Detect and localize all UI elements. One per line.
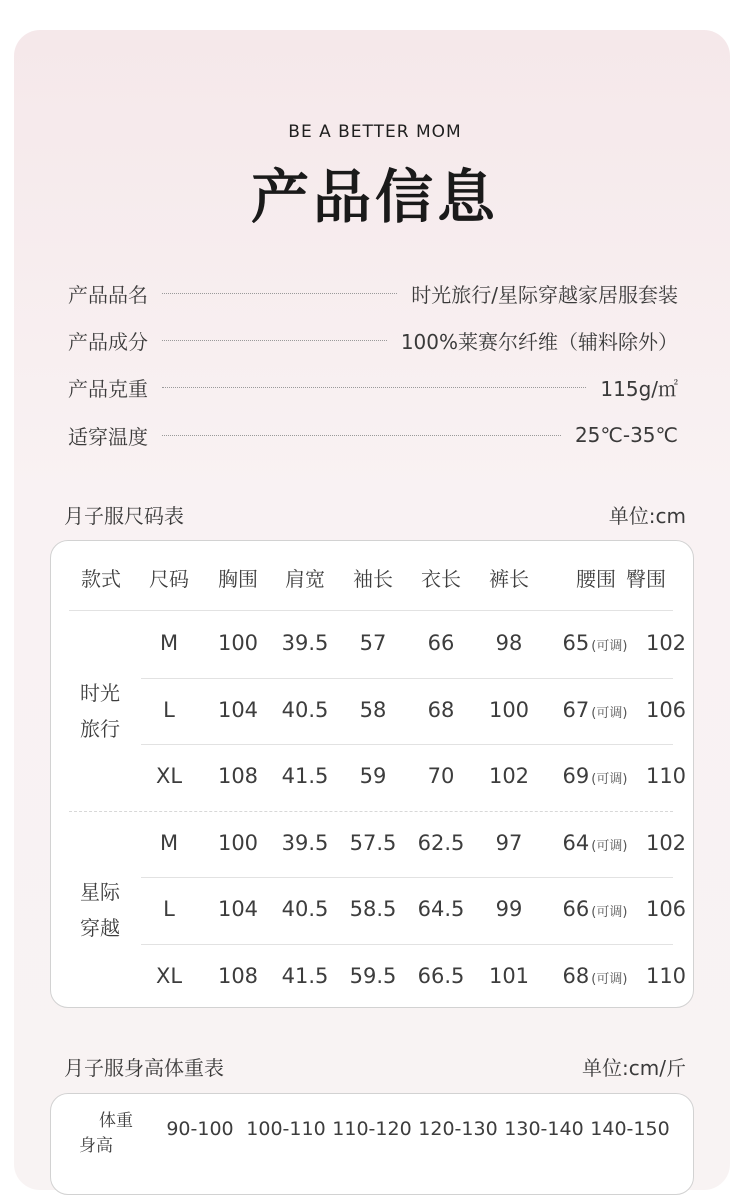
size-cell: 40.5 — [281, 897, 329, 922]
header-divider — [69, 610, 673, 611]
size-cell: 100 — [488, 697, 530, 722]
waist-cell — [541, 897, 651, 921]
size-cell: M — [159, 631, 179, 656]
height-weight-table — [50, 1093, 694, 1195]
adjustable-note: (可调) — [591, 705, 628, 721]
table-header-cell: 衣长 — [421, 567, 461, 591]
style-name-line: 穿越 — [80, 916, 120, 941]
waist-value: 67 — [562, 697, 590, 722]
size-table — [50, 540, 694, 1008]
size-cell: XL — [155, 963, 183, 988]
waist-value: 66 — [562, 897, 590, 922]
info-label: 产品成分 — [68, 329, 148, 354]
size-cell: 70 — [427, 764, 455, 789]
table-header-cell: 款式 — [81, 567, 121, 591]
brand-slogan: BE A BETTER MOM — [288, 122, 462, 142]
table-header-cell: 胸围 — [218, 567, 258, 591]
adjustable-note: (可调) — [591, 838, 628, 854]
size-cell: 104 — [217, 897, 259, 922]
adjustable-note: (可调) — [591, 639, 628, 655]
adjustable-note: (可调) — [591, 905, 628, 921]
size-cell: 110 — [645, 963, 687, 988]
size-cell: M — [159, 830, 179, 855]
waist-value: 64 — [562, 830, 590, 855]
info-label: 适穿温度 — [68, 424, 148, 449]
row-divider — [141, 744, 673, 745]
size-cell: 108 — [217, 963, 259, 988]
size-cell: 64.5 — [417, 897, 465, 922]
weight-table-title: 月子服身高体重表 — [64, 1056, 224, 1080]
group-divider — [69, 811, 673, 812]
adjustable-note: (可调) — [591, 772, 628, 788]
row-divider — [141, 944, 673, 945]
weight-range-header: 90-100 — [166, 1118, 234, 1140]
size-cell: XL — [155, 764, 183, 789]
size-table-title: 月子服尺码表 — [64, 504, 184, 528]
size-cell: 39.5 — [281, 830, 329, 855]
corner-height-label: 身高 — [79, 1136, 113, 1156]
size-cell: 102 — [488, 764, 530, 789]
size-cell: 104 — [217, 697, 259, 722]
size-cell: 110 — [645, 764, 687, 789]
style-name-cell — [69, 675, 131, 747]
size-cell: 66 — [427, 631, 455, 656]
info-row-name — [68, 278, 678, 308]
row-divider — [141, 678, 673, 679]
corner-weight-label: 体重 — [99, 1111, 133, 1131]
size-table-unit: 单位:cm — [608, 504, 686, 528]
size-cell: 40.5 — [281, 697, 329, 722]
size-cell: L — [163, 697, 175, 722]
dotted-leader — [162, 435, 561, 436]
adjustable-note: (可调) — [591, 971, 628, 987]
size-cell: 102 — [645, 830, 687, 855]
waist-value: 69 — [562, 764, 590, 789]
size-cell: 59.5 — [349, 963, 397, 988]
info-value: 100%莱赛尔纤维（辅料除外） — [400, 329, 678, 354]
size-cell: 100 — [217, 631, 259, 656]
size-cell: 106 — [645, 897, 687, 922]
weight-range-header: 100-110 — [246, 1118, 326, 1140]
style-name-cell — [69, 874, 131, 946]
size-cell: 97 — [495, 830, 523, 855]
weight-range-header: 110-120 — [332, 1118, 412, 1140]
size-cell: 41.5 — [281, 963, 329, 988]
row-divider — [141, 877, 673, 878]
size-cell: 101 — [488, 963, 530, 988]
size-cell: L — [163, 897, 175, 922]
info-value: 115g/㎡ — [600, 376, 678, 401]
waist-value: 68 — [562, 963, 590, 988]
size-cell: 58.5 — [349, 897, 397, 922]
dotted-leader — [162, 340, 387, 341]
size-cell: 98 — [495, 631, 523, 656]
table-header-cell: 袖长 — [353, 567, 393, 591]
info-label: 产品克重 — [68, 376, 148, 401]
size-cell: 99 — [495, 897, 523, 922]
dotted-leader — [162, 293, 397, 294]
dotted-leader — [162, 387, 586, 388]
style-name-line: 旅行 — [80, 716, 120, 741]
page-title: 产品信息 — [250, 163, 499, 231]
weight-range-header: 140-150 — [590, 1118, 670, 1140]
size-cell: 62.5 — [417, 830, 465, 855]
size-cell: 57.5 — [349, 830, 397, 855]
size-cell: 68 — [427, 697, 455, 722]
info-label: 产品品名 — [68, 282, 148, 307]
waist-cell — [541, 631, 651, 655]
table-header-cell: 尺码 — [149, 567, 189, 591]
info-row-composition — [68, 325, 678, 355]
table-header-cell: 裤长 — [489, 567, 529, 591]
table-header-cell: 臀围 — [626, 567, 666, 591]
size-cell: 100 — [217, 830, 259, 855]
table-header-cell: 肩宽 — [285, 567, 325, 591]
size-cell: 108 — [217, 764, 259, 789]
waist-cell — [541, 698, 651, 722]
size-cell: 58 — [359, 697, 387, 722]
table-header-cell: 腰围 — [576, 567, 616, 591]
waist-cell — [541, 764, 651, 788]
info-row-weight — [68, 372, 678, 402]
size-cell: 57 — [359, 631, 387, 656]
size-cell: 102 — [645, 631, 687, 656]
weight-table-unit: 单位:cm/斤 — [582, 1056, 686, 1080]
style-name-line: 时光 — [80, 680, 120, 705]
size-cell: 106 — [645, 697, 687, 722]
style-name-line: 星际 — [80, 880, 120, 905]
waist-cell — [541, 964, 651, 988]
size-cell: 39.5 — [281, 631, 329, 656]
size-cell: 66.5 — [417, 963, 465, 988]
size-cell: 41.5 — [281, 764, 329, 789]
info-value: 时光旅行/星际穿越家居服套装 — [411, 282, 678, 307]
waist-value: 65 — [562, 631, 590, 656]
size-cell: 59 — [359, 764, 387, 789]
waist-cell — [541, 831, 651, 855]
info-value: 25℃-35℃ — [574, 423, 678, 447]
weight-range-header: 130-140 — [504, 1118, 584, 1140]
info-row-temperature — [68, 420, 678, 450]
weight-range-header: 120-130 — [418, 1118, 498, 1140]
